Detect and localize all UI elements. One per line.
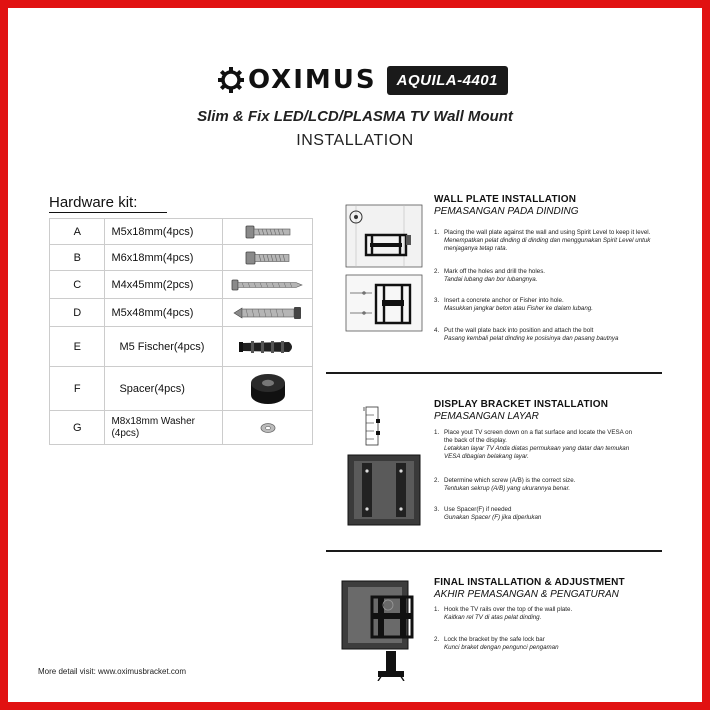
- step-text: Insert a concrete anchor or Fisher into hole.: [444, 297, 564, 304]
- step-number: 1.: [434, 606, 440, 613]
- section-title-wall-plate: WALL PLATE INSTALLATION: [434, 194, 577, 205]
- wall-anchor-icon: [237, 337, 299, 357]
- instruction-sheet: [8, 8, 702, 702]
- step-text: Use Spacer(F) if needed: [444, 506, 512, 513]
- final-installation-illustration: [338, 575, 422, 681]
- short-bolt-icon: [238, 250, 298, 266]
- step-text: the back of the display.: [444, 437, 507, 444]
- item-desc-line: M8x18mm Washer: [111, 415, 196, 427]
- step-wall-2: [434, 268, 694, 284]
- step-text: Placing the wall plate against the wall and using Spirit Level to keep it level.: [444, 229, 651, 236]
- step-text: Place yout TV screen down on a flat surface and locate the VESA on: [444, 429, 633, 436]
- step-number: 2.: [434, 268, 440, 275]
- section-divider: [326, 550, 662, 552]
- long-screw-icon: [230, 305, 306, 321]
- step-number: 1.: [434, 429, 440, 436]
- step-number: 4.: [434, 327, 440, 334]
- step-final-1: [434, 606, 694, 622]
- page-title: INSTALLATION: [296, 132, 414, 149]
- item-letter: B: [50, 245, 105, 271]
- step-translation: Tentukan sekrup (A/B) yang ukurannya benar.: [444, 485, 571, 492]
- gear-icon: [218, 67, 244, 93]
- step-text: Mark off the holes and drill the holes.: [444, 268, 546, 275]
- item-desc-line: (4pcs): [111, 427, 140, 439]
- step-wall-3: [434, 297, 694, 313]
- step-translation: VESA dibagian belakang layar.: [444, 453, 529, 460]
- hardware-kit-title: Hardware kit:: [49, 194, 138, 211]
- table-row: [50, 411, 313, 445]
- step-text: Lock the bracket by the safe lock bar: [444, 636, 545, 643]
- step-text: Hook the TV rails over the top of the wall plate.: [444, 606, 573, 613]
- item-letter: D: [50, 299, 105, 327]
- hardware-kit-underline: [49, 212, 167, 213]
- step-translation: Masukkan jangkar beton atau Fisher ke dalam lubang.: [444, 305, 593, 312]
- step-number: 2.: [434, 636, 440, 643]
- step-text: Put the wall plate back into position and attach the bolt: [444, 327, 594, 334]
- spacer-icon: [248, 371, 288, 407]
- step-wall-4: [434, 327, 694, 343]
- short-bolt-icon: [238, 224, 298, 240]
- product-subtitle: Slim & Fix LED/LCD/PLASMA TV Wall Mount: [197, 108, 513, 125]
- step-translation: Gunakan Spacer (F) jika diperlukan: [444, 514, 542, 521]
- item-letter: G: [50, 411, 105, 445]
- step-display-2: [434, 477, 694, 493]
- step-number: 1.: [434, 229, 440, 236]
- table-row: [50, 271, 313, 299]
- step-text: Determine which screw (A/B) is the correct size.: [444, 477, 576, 484]
- item-desc: [105, 411, 223, 445]
- long-screw-icon: [230, 278, 306, 292]
- footer-website-link[interactable]: More detail visit: www.oximusbracket.com: [38, 667, 187, 676]
- model-badge: AQUILA-4401: [387, 66, 508, 95]
- item-desc: M5x18mm(4pcs): [105, 219, 223, 245]
- display-bracket-illustration: [344, 405, 424, 531]
- brand-name: OXIMUS: [248, 65, 377, 95]
- step-number: 3.: [434, 506, 440, 513]
- step-number: 2.: [434, 477, 440, 484]
- step-translation: Pasang kembali pelat dinding ke posisinya dan pasang bautnya: [444, 335, 619, 342]
- item-desc: M6x18mm(4pcs): [105, 245, 223, 271]
- section-title-display-bracket: DISPLAY BRACKET INSTALLATION: [434, 399, 609, 410]
- table-row: [50, 299, 313, 327]
- table-row: [50, 219, 313, 245]
- table-row: [50, 245, 313, 271]
- section-subtitle-wall-plate: PEMASANGAN PADA DINDING: [434, 206, 579, 217]
- brand-logo: [218, 65, 377, 95]
- table-row: [50, 367, 313, 411]
- section-divider: [326, 372, 662, 374]
- washer-icon: [259, 422, 277, 434]
- brand-header: [218, 60, 508, 100]
- item-letter: E: [50, 327, 105, 367]
- item-desc: M5x48mm(4pcs): [105, 299, 223, 327]
- item-letter: C: [50, 271, 105, 299]
- section-subtitle-final: AKHIR PEMASANGAN & PENGATURAN: [434, 589, 619, 600]
- item-desc: M4x45mm(2pcs): [105, 271, 223, 299]
- step-translation: Menempatkan pelat dinding di dinding dan menggunakan Spirit Level untuk: [444, 237, 651, 244]
- section-subtitle-display-bracket: PEMASANGAN LAYAR: [434, 411, 539, 422]
- item-desc: Spacer(4pcs): [105, 367, 223, 411]
- step-wall-1: [434, 229, 694, 253]
- step-translation: Tandai lubang dan bor lubangnya.: [444, 276, 538, 283]
- step-translation: menjaganya tetap rata.: [444, 245, 508, 252]
- step-display-3: [434, 506, 694, 522]
- item-desc: M5 Fischer(4pcs): [105, 327, 223, 367]
- step-display-1: [434, 429, 694, 461]
- table-row: [50, 327, 313, 367]
- step-translation: Kaitkan rel TV di atas pelat dinding.: [444, 614, 542, 621]
- step-final-2: [434, 636, 694, 652]
- step-translation: Letakkan layar TV Anda diatas permukaan yang datar dan temukan: [444, 445, 630, 452]
- step-number: 3.: [434, 297, 440, 304]
- wall-plate-illustration: [344, 203, 424, 333]
- item-letter: A: [50, 219, 105, 245]
- section-title-final: FINAL INSTALLATION & ADJUSTMENT: [434, 577, 625, 588]
- item-letter: F: [50, 367, 105, 411]
- hardware-kit-table: [49, 218, 313, 445]
- step-translation: Kunci braket dengan pengunci pengaman: [444, 644, 559, 651]
